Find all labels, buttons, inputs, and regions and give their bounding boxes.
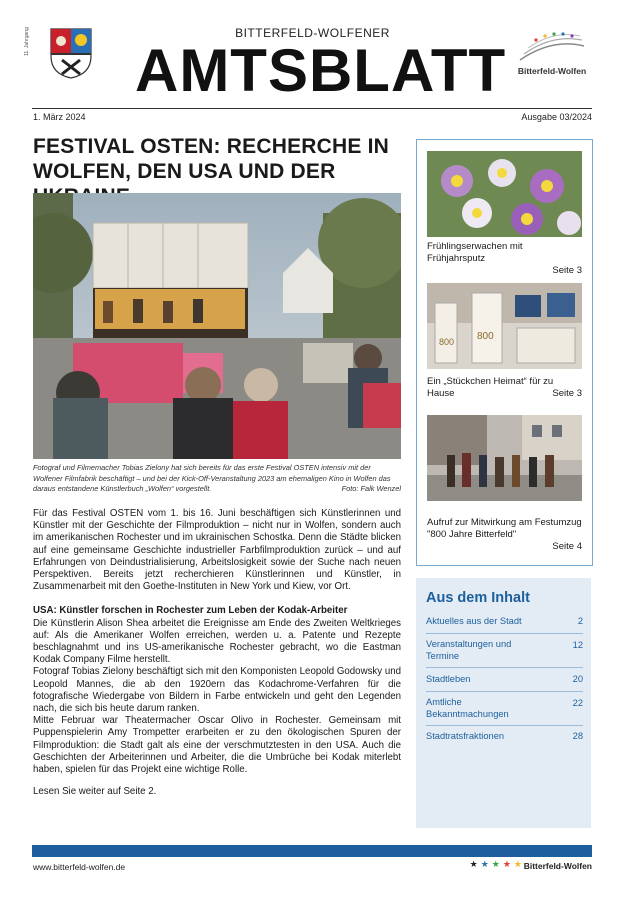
contents-item-page: 28 [572,731,583,741]
article-paragraph: Für das Festival OSTEN vom 1. bis 16. Juni beschäftigen sich Künstlerinnen und Künstler mit der Geschichte der Filmproduktion – nicht nur in Wolfen, sondern auch im amerikanischen Rochester und im ukrainischen Schostka. Denn die Städte blicken auf eine gemeinsame Geschichte industrieller Farbfilmproduktion zurück – und auf Erfahrungen von Deindustrialisierung, Arbeitslosigkeit sowie der Suche nach neuen Perspektiven. Bereits jetzt recherchieren Künstlerinnen und Künstler, in Zusammenarbeit mit den Goethe-Instituten in New York und Kiew, vor Ort. [33,508,401,593]
contents-item-label: Veranstaltungen und Termine [426,639,512,661]
contents-item[interactable] [426,616,583,628]
teaser-page: Seite 3 [552,388,582,399]
teaser-title: Aufruf zur Mitwirkung am Festumzug "800 Jahre Bitterfeld" [427,517,582,540]
article-photo [33,193,401,459]
teaser-image-souvenirs[interactable] [427,283,582,369]
teaser-title: Frühlingserwachen mit Frühjahrsputz [427,241,523,264]
header-divider [32,108,592,109]
caption-text: Fotograf und Filmemacher Tobias Zielony hat sich bereits für das erste Festival OSTEN intensiv mit der Wolfener Filmfabrik beschäftigt – und bei der Kick-Off-Veranstaltung 2023 am ehemaligen Kino in Wolfen das daraus entstandene Künstlerbuch „Wolfen“ vorgestellt. [33,463,391,493]
teaser-title: Ein „Stückchen Heimat“ für zu Hause [427,376,554,399]
contents-item-label: Amtliche Bekanntmachungen [426,697,509,719]
teaser-item[interactable] [427,241,582,277]
contents-item[interactable] [426,639,536,662]
contents-item-page: 2 [577,616,583,626]
contents-panel [416,578,591,828]
photo-credit: Foto: Falk Wenzel [341,484,401,493]
teaser-image-flowers[interactable] [427,151,582,237]
contents-title: Aus dem Inhalt [426,590,530,606]
footer-brand: Bitterfeld-Wolfen [523,861,592,871]
article-headline: FESTIVAL OSTEN: RECHERCHE IN WOLFEN, DEN USA UND DER [33,135,390,183]
teaser-page: Seite 4 [552,541,582,552]
issue-date: 1. März 2024 [33,112,86,122]
article-body [33,508,401,798]
continue-reading-link[interactable]: Lesen Sie weiter auf Seite 2. [33,786,157,798]
teaser-image-parade[interactable] [427,415,582,501]
svg-text:800: 800 [439,337,455,347]
article-paragraph: Die Künstlerin Alison Shea arbeitet die Ereignisse am Ende des Zweiten Weltkrieges auf: Als die Amerikaner Wolfen erreichen, werden u. a. Patente und Rezepte beschlagnahmt und ins US-amerikanische Rochester gebracht, wo die Eastman Kodak Company Filme herstellt. [33,617,401,666]
volume-label: 11. Jahrgang [24,27,30,56]
contents-item-page: 22 [572,697,583,708]
teaser-page: Seite 3 [552,265,582,276]
teaser-panel [416,139,593,566]
contents-item-page: 12 [572,639,583,650]
issue-number: Ausgabe 03/2024 [521,112,592,122]
contents-divider [426,633,583,634]
footer-stars-icon: ★★★★★ [469,859,525,869]
teaser-item[interactable] [427,376,582,400]
article-subheading: USA: Künstler forschen in Rochester zum Leben der Kodak-Arbeiter [33,605,348,617]
contents-divider [426,691,583,692]
article-paragraph: Mitte Februar war Theatermacher Oscar Olivo in Rochester. Gemeinsam mit Puppenspielerin Amy Trompetter erarbeiten er zu den ökologischen Spuren der Filmproduktion: die Stadt galt als eine der verschmutztesten in den USA. Auch die Geschichten der Arbeiterinnen und Arbeiter, die die Umbrüche bei Kodak miterlebt haben, spielen für das Projekt eine wichtige Rolle. [33,715,401,776]
contents-item-label: Stadtleben [426,674,471,684]
masthead-kicker: BITTERFELD-WOLFENER [235,26,390,40]
contents-item-page: 20 [572,674,583,684]
contents-divider [426,667,583,668]
masthead-title: AMTSBLATT [135,37,507,104]
coat-of-arms-logo [48,26,94,80]
contents-item[interactable] [426,674,583,686]
city-logo-text: Bitterfeld-Wolfen [517,66,587,76]
contents-item[interactable] [426,731,583,743]
contents-item-label: Aktuelles aus der Stadt [426,616,522,626]
svg-text:800: 800 [477,331,494,342]
contents-item[interactable] [426,697,526,720]
contents-divider [426,725,583,726]
footer-url-link[interactable]: www.bitterfeld-wolfen.de [33,862,126,872]
contents-item-label: Stadtratsfraktionen [426,731,505,741]
footer-bar [32,845,592,857]
photo-caption [33,463,401,495]
teaser-item[interactable] [427,517,582,553]
article-paragraph: Fotograf Tobias Zielony beschäftigt sich mit den Komponisten Leopold Godowsky und Leopold Mannes, die ab den 1920ern das Kodachrome-Verfahren für die fotografische Wiedergabe von Bildern in Farbe entwickeln und geht den Legenden nach, die sich bis heute darum ranken. [33,666,401,715]
